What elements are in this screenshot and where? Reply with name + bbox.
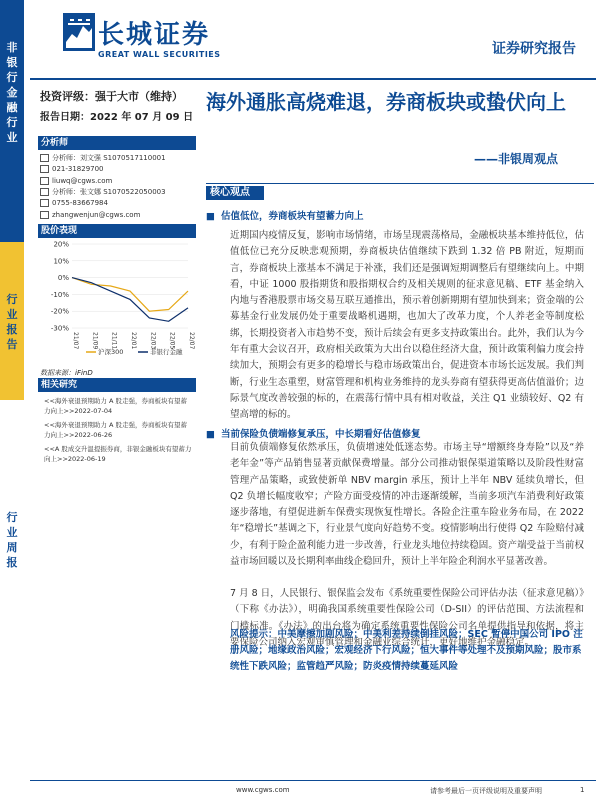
- side-bar-industry-text: 非 银 行 金 融 行 业: [6, 41, 18, 144]
- report-type-label: 证券研究报告: [492, 41, 576, 57]
- chart-x-tick-label: 22/01: [130, 332, 137, 350]
- side-bar-weekly-text: 行 业 周 报: [6, 511, 18, 569]
- core-view-divider: [206, 183, 594, 184]
- footer-divider: [30, 780, 596, 781]
- analyst-name-2-text: 分析师：张文娜 S1070522050003: [52, 188, 166, 196]
- bullet-title-brokerage: ■ 估值低位，券商板块有望蓄力向上: [206, 208, 364, 222]
- stock-performance-chart: [38, 238, 196, 364]
- side-bar-bottom: [0, 400, 24, 800]
- chart-y-tick-label: 20%: [53, 240, 69, 249]
- paragraph-dsii: 7 月 8 日，人民银行、银保监会发布《系统重要性保险公司评估办法（征求意见稿）》（下称《办法》），明确我国系统重要性保险公司（D-SII）的评估范围、方法流程和门槛标准。《办法》的出台将为确定系统重要性保险公司名单提供指导和依据，将主要保险公司纳入宏观审慎管理和金融业综合统计，更好地维护金融稳定。: [230, 588, 584, 648]
- analyst-email-1-text[interactable]: liuwq@cgws.com: [52, 177, 113, 185]
- footer-url[interactable]: www.cgws.com: [236, 786, 290, 794]
- brand-name-english: GREAT WALL SECURITIES: [98, 50, 221, 59]
- chart-x-tick-label: 22/05: [168, 332, 176, 350]
- page-number: 1: [580, 786, 585, 794]
- report-date: 报告日期：2022 年 07 月 09 日: [40, 112, 194, 123]
- stock-performance-chart-svg: [38, 238, 196, 364]
- chart-x-tick-label: 21/11: [110, 332, 118, 350]
- side-bar-report-type-text: 行 业 报 告: [6, 293, 18, 351]
- core-view-label: 核心观点: [206, 186, 264, 200]
- chart-y-tick-label: -30%: [50, 324, 69, 333]
- side-bar-middle: [0, 242, 24, 400]
- analyst-phone-1: [40, 165, 104, 173]
- paragraph-insurance: 目前负债端修复依然承压，负债增速处低迷态势。市场主导“增额终身寿险”以及“养老年金”等产品销售显著贡献保费增量。部分公司推动银保渠道策略以及阶段性财富管理产品策略，或致使新单 NBV margin 承压，预计上半年 NBV 延续负增长，但 Q2 负增长幅度收窄；产险方面受疫情的冲击逐渐缓解，当前多项汽车消费利好政策逐步落地，有望促进新车保费实现恢复性增长。各险企注重车险业务布局，在 2022 年“稳增长”基调之下，行业景气度向好趋势不变。疫情影响出行使得 Q2 车险赔付减少，有利于险企盈利能力进一步改善，行业龙头地位持续稳固。资产端受益于当前权益市场回暖以及长期利率曲线企稳回升，预计上半年险企利润水平显著改善。: [230, 442, 584, 568]
- chart-legend-label: 沪深300: [98, 348, 124, 356]
- chart-x-tick-label: 21/07: [72, 332, 79, 350]
- chart-x-tick-label: 22/03: [149, 332, 157, 350]
- analyst-phone-2-text: 0755-83667984: [52, 199, 108, 207]
- stock-performance-section-header: 股价表现: [38, 224, 196, 238]
- chart-x-tick-label: 22/07: [188, 332, 195, 350]
- related-research-section-header: 相关研究: [38, 378, 196, 392]
- brand-name: 长城证券: [98, 20, 211, 50]
- analyst-email-2-text[interactable]: zhangwenjun@cgws.com: [52, 211, 141, 219]
- investment-rating: 投资评级：强于大市（维持）: [40, 90, 183, 103]
- person-icon: [40, 154, 49, 162]
- analyst-name-1-text: 分析师：刘文强 S1070517110001: [52, 154, 166, 162]
- mail-icon: [40, 177, 49, 185]
- chart-y-tick-label: -20%: [50, 307, 69, 316]
- side-bar-top: [0, 0, 24, 240]
- phone-icon: [40, 165, 49, 173]
- analyst-name-2: [40, 187, 166, 197]
- phone-icon: [40, 199, 49, 207]
- risk-warning: 风险提示：中美摩擦加剧风险；中美利差持续倒挂风险；SEC 暂停中国公司 IPO 注册风险；地缘政治风险；宏观经济下行风险；恒大事件等处理不及预期风险；股市系统性下跌风险；监管趋严风险；防炎疫情持续蔓延风险: [230, 629, 583, 672]
- footer-disclaimer: 请参考最后一页评级说明及重要声明: [430, 787, 542, 795]
- mail-icon: [40, 211, 49, 219]
- header-divider: [30, 78, 596, 80]
- related-research-item[interactable]: <<海外衰退预期助力 A 股走强，券商板块有望蓄力向上>>2022-07-04: [44, 397, 187, 415]
- bullet-title-insurance: ■ 当前保险负债端修复承压，中长期看好估值修复: [206, 426, 421, 440]
- chart-source: 数据来源：iFinD: [40, 369, 93, 377]
- chart-y-tick-label: 0%: [57, 274, 69, 283]
- chart-legend-label: 非银行金融: [150, 348, 183, 356]
- analyst-section-header: 分析师: [38, 136, 196, 150]
- related-research-item[interactable]: <<A 股成交升温提振券商，非银金融板块有望蓄力向上>>2022-06-19: [44, 445, 192, 463]
- chart-y-tick-label: 10%: [53, 257, 69, 266]
- chart-x-tick-label: 21/09: [91, 332, 99, 350]
- report-title: 海外通胀高烧难退，券商板块或蛰伏向上: [206, 90, 566, 114]
- analyst-email-1[interactable]: [40, 177, 112, 185]
- report-subtitle: ——非银周观点: [474, 152, 559, 166]
- analyst-phone-2: [40, 199, 108, 207]
- person-icon: [40, 188, 49, 196]
- side-bar: [0, 0, 24, 800]
- chart-y-tick-label: -10%: [50, 290, 69, 299]
- analyst-name-1: [40, 153, 166, 163]
- paragraph-brokerage: 近期国内疫情反复，影响市场情绪，市场呈现震荡格局，金融板块基本维持低位，估值低位已充分反映悲观预期，券商板块估值继续下跌到 1.32 倍 PB 附近，短期而言，券商板块上涨基本不满足于补涨，我们还是强调短期调整后有望继续向上。中期看，中证 1000 股指期货和股指期权合约及相关规则的征求意见稿、ETF 基金纳入内地与香港股票市场交易互联互通推出，预示着创新期期有望加快到来；资金端的公募基金行业发展仍处于重要战略机遇期，也加大了改革力度，个人养老金等制度松绑，长期投资者入市趋势不变，预计后续会有更多支持政策出台。此外，我们认为今年有重大会议召开，政府相关政策为大出台以稳住经济大盘，预计政策利偏力度会持续加大，预期会有更多的稳增长与稳市场政策出台，促进资本市场长远发展。我们判断，行业生态重塑，财富管理和机构业务维持的龙头券商有望获得更高估值溢价；边际景气度改善较强的标的，在震荡行情中具有相对收益，关注 Q1 业绩较好、Q2 有望高增的标的。: [230, 230, 584, 421]
- analyst-email-2[interactable]: [40, 211, 140, 219]
- analyst-phone-1-text: 021-31829700: [52, 165, 104, 173]
- related-research-item[interactable]: <<海外衰退预期助力 A 股走强，券商板块有望蓄力向上>>2022-06-26: [44, 421, 187, 439]
